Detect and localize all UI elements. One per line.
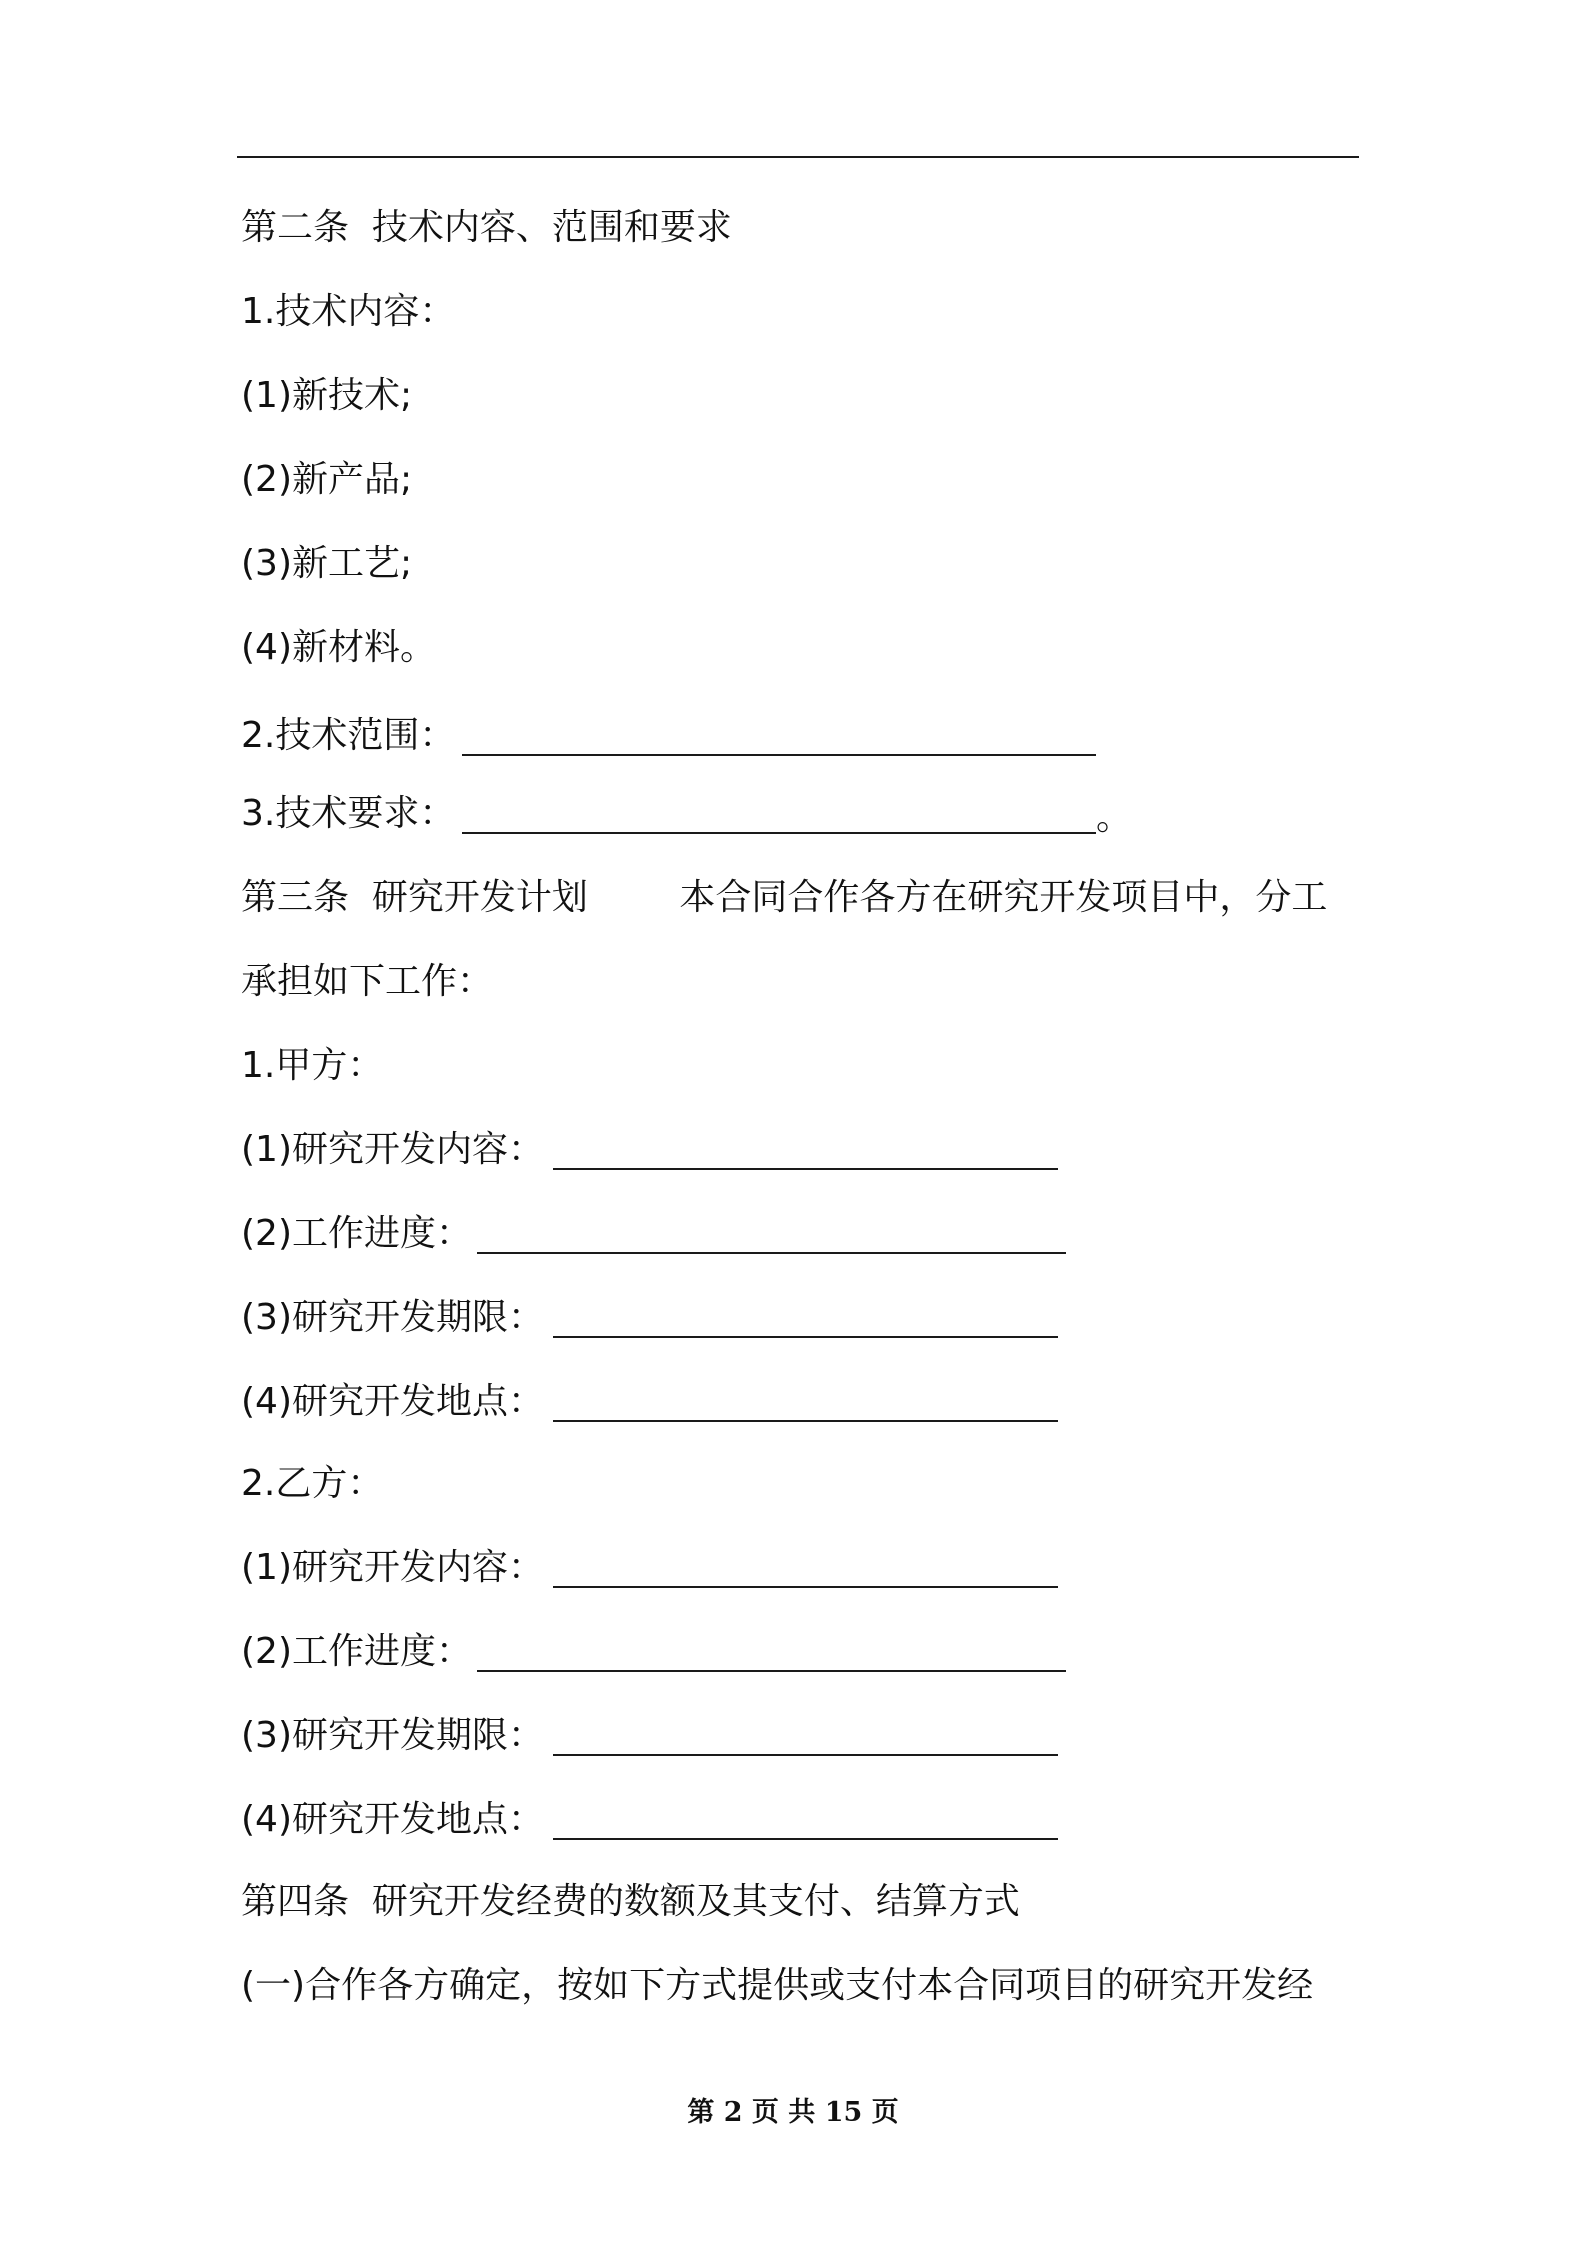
tech-item-4: (4)新材料。 — [241, 627, 436, 668]
party-b-location-blank — [553, 1838, 1058, 1840]
party-b-label: 2.乙方： — [241, 1463, 384, 1504]
tech-item-2: (2)新产品; — [241, 459, 413, 500]
party-b-location-label: (4)研究开发地点： — [241, 1799, 544, 1840]
tech-item-3: (3)新工艺; — [241, 543, 413, 584]
party-b-progress-blank — [477, 1670, 1066, 1672]
party-a-period-blank — [553, 1336, 1058, 1338]
article-3-continuation: 承担如下工作： — [241, 961, 494, 1002]
page-number-footer: 第 2 页 共 15 页 — [687, 2097, 899, 2128]
party-a-location-label: (4)研究开发地点： — [241, 1381, 544, 1422]
tech-scope-label: 2.技术范围： — [241, 715, 456, 756]
header-rule — [237, 156, 1359, 158]
party-b-progress-label: (2)工作进度： — [241, 1631, 472, 1672]
article-3-heading: 第三条 研究开发计划 本合同合作各方在研究开发项目中，分工 — [241, 877, 1328, 918]
party-b-content-label: (1)研究开发内容： — [241, 1547, 544, 1588]
party-a-progress-blank — [477, 1252, 1066, 1254]
party-b-period-label: (3)研究开发期限： — [241, 1715, 544, 1756]
tech-content-label: 1.技术内容： — [241, 291, 456, 332]
party-b-period-blank — [553, 1754, 1058, 1756]
article-4-heading: 第四条 研究开发经费的数额及其支付、结算方式 — [241, 1881, 1020, 1922]
tech-item-1: (1)新技术; — [241, 375, 413, 416]
tech-requirements-label: 3.技术要求： — [241, 793, 456, 834]
party-a-content-blank — [553, 1168, 1058, 1170]
tech-requirements-blank — [462, 832, 1096, 834]
party-a-content-label: (1)研究开发内容： — [241, 1129, 544, 1170]
party-a-label: 1.甲方： — [241, 1045, 384, 1086]
article-4-paragraph-1: (一)合作各方确定，按如下方式提供或支付本合同项目的研究开发经 — [241, 1965, 1314, 2006]
party-a-location-blank — [553, 1420, 1058, 1422]
tech-scope-blank — [462, 754, 1096, 756]
article-2-heading: 第二条 技术内容、范围和要求 — [241, 207, 732, 248]
party-b-content-blank — [553, 1586, 1058, 1588]
party-a-period-label: (3)研究开发期限： — [241, 1297, 544, 1338]
party-a-progress-label: (2)工作进度： — [241, 1213, 472, 1254]
tech-requirements-period: 。 — [1096, 797, 1133, 838]
